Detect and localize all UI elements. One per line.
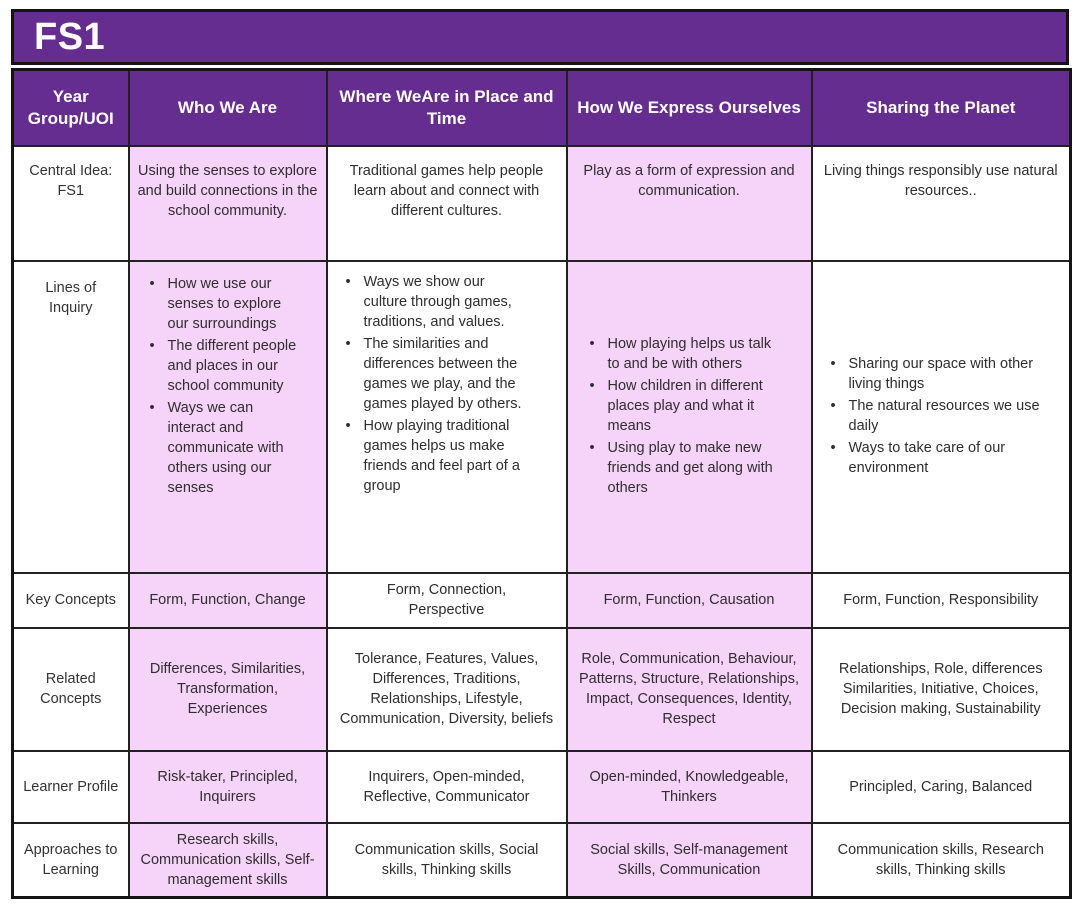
row-label-key-concepts: Key Concepts bbox=[13, 573, 129, 628]
cell-central-idea-who-we-are: Using the senses to explore and build connections in the school community. bbox=[129, 146, 327, 261]
inquiry-line-item: • Ways we show our culture through games, traditions, and values. bbox=[342, 272, 532, 332]
inquiry-line-item: • Sharing our space with other living things bbox=[827, 354, 1049, 394]
cell-approaches-place-and-time: Communication skills, Social skills, Thinking skills bbox=[327, 823, 567, 898]
header-where-we-are-in-place-and-time: Where WeAre in Place and Time bbox=[327, 70, 567, 146]
row-related-concepts bbox=[13, 628, 1071, 751]
inquiry-list-place-and-time bbox=[342, 272, 532, 498]
cell-lines-of-inquiry-express-ourselves bbox=[567, 261, 812, 573]
cell-central-idea-sharing-planet: Living things responsibly use natural resources.. bbox=[812, 146, 1071, 261]
row-learner-profile bbox=[13, 751, 1071, 823]
inquiry-list-sharing-planet bbox=[827, 354, 1049, 480]
cell-central-idea-express-ourselves: Play as a form of expression and communication. bbox=[567, 146, 812, 261]
inquiry-line-item: • Ways to take care of our environment bbox=[827, 438, 1049, 478]
cell-key-concepts-sharing-planet: Form, Function, Responsibility bbox=[812, 573, 1071, 628]
banner-title: FS1 bbox=[34, 15, 106, 58]
cell-learner-profile-place-and-time: Inquirers, Open-minded, Reflective, Communicator bbox=[327, 751, 567, 823]
inquiry-line-item: • Using play to make new friends and get along with others bbox=[586, 438, 786, 498]
inquiry-line-item: • The natural resources we use daily bbox=[827, 396, 1049, 436]
cell-approaches-express-ourselves: Social skills, Self-management Skills, Communication bbox=[567, 823, 812, 898]
row-label-lines-of-inquiry: Lines of Inquiry bbox=[13, 261, 129, 573]
cell-related-concepts-sharing-planet: Relationships, Role, differences Similarities, Initiative, Choices, Decision making, Sustainability bbox=[812, 628, 1071, 751]
cell-key-concepts-express-ourselves: Form, Function, Causation bbox=[567, 573, 812, 628]
row-key-concepts bbox=[13, 573, 1071, 628]
cell-related-concepts-express-ourselves: Role, Communication, Behaviour, Patterns, Structure, Relationships, Impact, Consequences, Identity, Respect bbox=[567, 628, 812, 751]
header-who-we-are: Who We Are bbox=[129, 70, 327, 146]
cell-central-idea-place-and-time: Traditional games help people learn about and connect with different cultures. bbox=[327, 146, 567, 261]
header-year-group-uoi: Year Group/UOI bbox=[13, 70, 129, 146]
cell-lines-of-inquiry-who-we-are bbox=[129, 261, 327, 573]
row-label-related-concepts: Related Concepts bbox=[13, 628, 129, 751]
cell-lines-of-inquiry-place-and-time bbox=[327, 261, 567, 573]
header-how-we-express-ourselves: How We Express Ourselves bbox=[567, 70, 812, 146]
row-label-learner-profile: Learner Profile bbox=[13, 751, 129, 823]
inquiry-line-item: • The similarities and differences between the games we play, and the games played by others. bbox=[342, 334, 532, 414]
inquiry-line-item: • How playing traditional games helps us make friends and feel part of a group bbox=[342, 416, 532, 496]
inquiry-list-who-we-are bbox=[146, 274, 298, 500]
row-approaches-to-learning bbox=[13, 823, 1071, 898]
cell-approaches-sharing-planet: Communication skills, Research skills, Thinking skills bbox=[812, 823, 1071, 898]
inquiry-line-item: • Ways we can interact and communicate with others using our senses bbox=[146, 398, 298, 498]
inquiry-line-item: • How playing helps us talk to and be with others bbox=[586, 334, 786, 374]
row-label-central-idea: Central Idea: FS1 bbox=[13, 146, 129, 261]
cell-key-concepts-who-we-are: Form, Function, Change bbox=[129, 573, 327, 628]
cell-learner-profile-who-we-are: Risk-taker, Principled, Inquirers bbox=[129, 751, 327, 823]
row-lines-of-inquiry bbox=[13, 261, 1071, 573]
year-group-banner bbox=[11, 9, 1069, 65]
inquiry-line-item: • The different people and places in our school community bbox=[146, 336, 298, 396]
unit-of-inquiry-table bbox=[11, 68, 1072, 899]
cell-learner-profile-express-ourselves: Open-minded, Knowledgeable, Thinkers bbox=[567, 751, 812, 823]
row-label-approaches-to-learning: Approaches to Learning bbox=[13, 823, 129, 898]
cell-lines-of-inquiry-sharing-planet bbox=[812, 261, 1071, 573]
header-row bbox=[13, 70, 1071, 146]
inquiry-list-express-ourselves bbox=[586, 334, 786, 500]
inquiry-line-item: • How children in different places play and what it means bbox=[586, 376, 786, 436]
cell-key-concepts-place-and-time: Form, Connection, Perspective bbox=[327, 573, 567, 628]
cell-related-concepts-who-we-are: Differences, Similarities, Transformation, Experiences bbox=[129, 628, 327, 751]
row-central-idea bbox=[13, 146, 1071, 261]
cell-approaches-who-we-are: Research skills, Communication skills, Self-management skills bbox=[129, 823, 327, 898]
inquiry-line-item: • How we use our senses to explore our surroundings bbox=[146, 274, 298, 334]
header-sharing-the-planet: Sharing the Planet bbox=[812, 70, 1071, 146]
cell-related-concepts-place-and-time: Tolerance, Features, Values, Differences, Traditions, Relationships, Lifestyle, Communication, Diversity, beliefs bbox=[327, 628, 567, 751]
cell-learner-profile-sharing-planet: Principled, Caring, Balanced bbox=[812, 751, 1071, 823]
